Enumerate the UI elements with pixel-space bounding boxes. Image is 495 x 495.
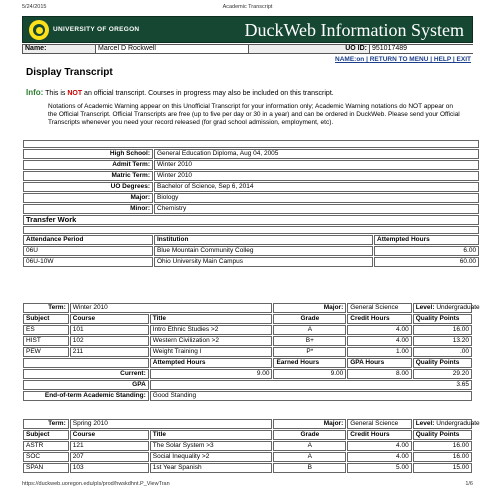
top-links: NAME:on | RETURN TO MENU | HELP | EXIT: [335, 56, 471, 63]
summary-value: Chemistry: [154, 204, 479, 214]
course-title: The Solar System >3: [150, 441, 273, 451]
course-title: Intro Ethnic Studies >2: [150, 325, 273, 335]
table-row: [23, 347, 472, 357]
gpa-value: 3.65: [150, 380, 472, 390]
transfer-institution: Blue Mountain Community Colleg: [154, 246, 373, 256]
current-totals-row: [23, 369, 472, 379]
level-cell: [413, 419, 480, 429]
col-header: Quality Points: [413, 314, 472, 324]
term-spring-2010: [22, 418, 480, 474]
course-number: 103: [70, 463, 149, 473]
print-url: https://duckweb.uoregon.edu/pls/prod/hwskdhnt.P_ViewTran: [22, 481, 170, 487]
table-row: [23, 257, 479, 267]
earned-hours: 9.00: [273, 369, 346, 379]
col-header: Subject: [23, 314, 69, 324]
attempted-hours: 9.00: [150, 369, 273, 379]
col-header: Grade: [273, 430, 346, 440]
term-winter-2010: [22, 302, 480, 402]
summary-label: Major:: [23, 193, 153, 203]
course-subject: PEW: [23, 347, 69, 357]
col-header: Earned Hours: [273, 358, 346, 368]
course-subject: SPAN: [23, 463, 69, 473]
course-qp: 16.00: [413, 452, 472, 462]
course-qp: 13.20: [413, 336, 472, 346]
print-date: 5/24/2015: [22, 4, 47, 10]
duckweb-banner: [22, 16, 473, 43]
course-grade: B+: [273, 336, 346, 346]
course-title: Weight Training I: [150, 347, 273, 357]
course-title: Social Inequality >2: [150, 452, 273, 462]
print-header: [22, 4, 473, 14]
major-value: General Science: [347, 419, 411, 429]
course-title: Western Civilization >2: [150, 336, 273, 346]
university-name: UNIVERSITY OF OREGON: [53, 26, 140, 33]
course-number: 101: [70, 325, 149, 335]
course-subject: SOC: [23, 452, 69, 462]
term-label: Term:: [23, 419, 69, 429]
course-credit: 5.00: [347, 463, 411, 473]
course-subject: ES: [23, 325, 69, 335]
exit-link[interactable]: EXIT: [456, 56, 471, 63]
course-credit: 4.00: [347, 336, 411, 346]
summary-value: Winter 2010: [154, 171, 479, 181]
course-qp: .00: [413, 347, 472, 357]
return-to-menu-link[interactable]: RETURN TO MENU: [369, 56, 429, 63]
info-post: an official transcript. Courses in progress may also be included on this transcript.: [82, 90, 334, 97]
col-header: Attempted Hours: [374, 235, 479, 245]
help-link[interactable]: HELP: [433, 56, 452, 63]
col-header: Quality Points: [413, 430, 472, 440]
major-label: Major:: [273, 303, 346, 313]
summary-label: Admit Term:: [23, 160, 153, 170]
standing-value: Good Standing: [150, 391, 472, 401]
col-header: Credit Hours: [347, 314, 411, 324]
standing-label: End-of-term Academic Standing:: [23, 391, 149, 401]
term-value: Winter 2010: [70, 303, 273, 313]
level-cell: [413, 303, 480, 313]
summary-label: UO Degrees:: [23, 182, 153, 192]
print-doc-title: Academic Transcript: [222, 4, 273, 10]
col-header: [413, 358, 472, 368]
name-label: Name:: [25, 45, 47, 52]
col-header: Title: [150, 430, 273, 440]
course-grade: B: [273, 463, 346, 473]
uo-id-value: 951017489: [369, 45, 475, 53]
student-bar: [22, 44, 473, 54]
transfer-hours: 60.00: [374, 257, 479, 267]
summary-value: Bachelor of Science, Sep 6, 2014: [154, 182, 479, 192]
transfer-heading: Transfer Work: [23, 215, 479, 225]
academic-warning-notice: Notations of Academic Warning appear on this Unofficial Transcript for your information only; Academic Warning notations do NOT appear on the Official Transcript. Official Transcripts are free (up to five per day or 30 in a year) and can be ordered in DuckWeb. Please send your Official Transcripts whenever you need your record released (for grad school admission, employment, etc).: [48, 103, 460, 126]
info-not: NOT: [67, 90, 83, 97]
table-row: [23, 452, 472, 462]
transfer-hours: 6.00: [374, 246, 479, 256]
course-credit: 4.00: [347, 441, 411, 451]
print-footer: [22, 481, 473, 491]
col-header: Attendance Period: [23, 235, 153, 245]
col-header: Institution: [154, 235, 373, 245]
course-grade: A: [273, 452, 346, 462]
table-row: [23, 336, 472, 346]
level-label: Level:: [415, 304, 435, 311]
gpa-label: GPA: [23, 380, 149, 390]
level-label: Level:: [415, 420, 435, 427]
col-header: Title: [150, 314, 273, 324]
course-number: 211: [70, 347, 149, 357]
transfer-period: 06U: [23, 246, 153, 256]
course-qp: 16.00: [413, 325, 472, 335]
summary-value: General Education Diploma, Aug 04, 2005: [154, 149, 479, 159]
uo-id-label: UO ID:: [345, 45, 367, 52]
table-row: [23, 325, 472, 335]
course-grade: A: [273, 325, 346, 335]
info-pre: This is: [45, 90, 68, 97]
col-header: GPA Hours: [347, 358, 411, 368]
course-credit: 4.00: [347, 452, 411, 462]
col-header: Course: [70, 314, 149, 324]
uo-logo-icon: [29, 20, 49, 40]
transfer-institution: Ohio University Main Campus: [154, 257, 373, 267]
info-label: Info:: [26, 88, 44, 97]
summary-label: High School:: [23, 149, 153, 159]
summary-label: Minor:: [23, 204, 153, 214]
course-grade: P*: [273, 347, 346, 357]
course-title: 1st Year Spanish: [150, 463, 273, 473]
transfer-period: 06U-10W: [23, 257, 153, 267]
summary-value: Biology: [154, 193, 479, 203]
col-header: Attempted Hours: [150, 358, 273, 368]
term-label: Term:: [23, 303, 69, 313]
course-credit: 4.00: [347, 325, 411, 335]
term-value: Spring 2010: [70, 419, 273, 429]
transcript-table-part1: [22, 139, 477, 268]
quality-points-value: 29.20: [452, 370, 469, 377]
course-number: 207: [70, 452, 149, 462]
col-header: Credit Hours: [347, 430, 411, 440]
student-name: Marcel D Rockwell: [95, 45, 249, 53]
major-label: Major:: [273, 419, 346, 429]
col-header: Subject: [23, 430, 69, 440]
course-number: 121: [70, 441, 149, 451]
col-header: Grade: [273, 314, 346, 324]
summary-value: Winter 2010: [154, 160, 479, 170]
course-subject: ASTR: [23, 441, 69, 451]
level-value: Undergraduate: [436, 420, 480, 427]
name-on-link[interactable]: NAME:on: [335, 56, 365, 63]
course-qp: 15.00: [413, 463, 472, 473]
course-qp: 16.00: [413, 441, 472, 451]
major-value: General Science: [347, 303, 411, 313]
qp-header: Quality Points: [415, 359, 460, 366]
current-label: Current:: [23, 369, 149, 379]
level-value: Undergraduate: [436, 304, 480, 311]
page-title: Display Transcript: [26, 67, 113, 78]
course-credit: 1.00: [347, 347, 411, 357]
summary-label: Matric Term:: [23, 171, 153, 181]
print-page-number: 1/6: [465, 481, 473, 487]
course-number: 102: [70, 336, 149, 346]
table-row: [23, 246, 479, 256]
table-row: [23, 441, 472, 451]
course-grade: A: [273, 441, 346, 451]
gpa-hours: 8.00: [347, 369, 411, 379]
col-header: Course: [70, 430, 149, 440]
system-name: DuckWeb Information System: [244, 20, 464, 40]
info-line: [26, 88, 334, 97]
course-subject: HIST: [23, 336, 69, 346]
quality-points: [413, 369, 472, 379]
table-row: [23, 463, 472, 473]
